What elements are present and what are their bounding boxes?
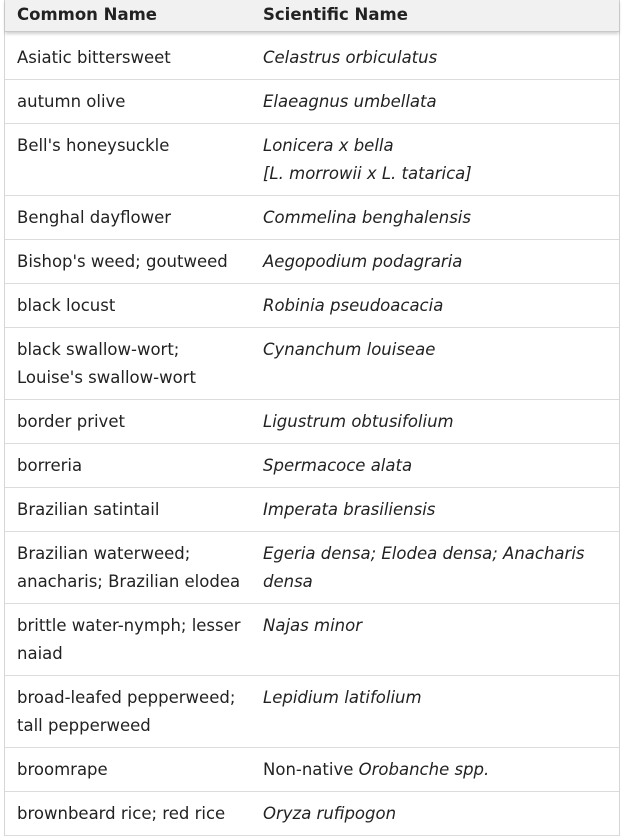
common-name: brownbeard rice; red rice [17,804,226,823]
common-name: Benghal dayflower [17,208,172,227]
table-header [5,0,619,32]
common-name: broomrape [17,760,108,779]
table-row [5,80,619,124]
table-row [5,748,619,792]
scientific-name: Lepidium latifolium [263,688,422,707]
scientific-name-cell [251,748,619,791]
common-name-cell [5,196,251,239]
common-name: black swallow-wort; [17,340,180,359]
common-name: Bell's honeysuckle [17,136,170,155]
common-name: borreria [17,456,83,475]
scientific-name: Oryza rufipogon [263,804,397,823]
table-row [5,284,619,328]
scientific-name: Aegopodium podagraria [263,252,463,271]
table-row [5,604,619,676]
scientific-name: Spermacoce alata [263,456,413,475]
common-name-cell [5,400,251,443]
scientific-name-cell [251,444,619,487]
scientific-name: Commelina benghalensis [263,208,471,227]
table-row [5,240,619,284]
scientific-name: Orobanche spp. [358,760,490,779]
common-name-alt: tall pepperweed [17,716,151,735]
common-name: broad-leafed pepperweed; [17,688,236,707]
table-row [5,532,619,604]
common-name-cell [5,676,251,747]
scientific-name: Ligustrum obtusifolium [263,412,454,431]
scientific-name-cell [251,284,619,327]
common-name-cont: naiad [17,644,63,663]
table-row [5,36,619,80]
common-name: Brazilian satintail [17,500,160,519]
header-scientific-name: Scientific Name [263,5,408,24]
scientific-name-cont: densa [263,572,313,591]
scientific-name-parentage: [L. morrowii x L. tatarica] [263,164,472,183]
scientific-name: Lonicera x bella [263,136,394,155]
common-name-alt: Louise's swallow-wort [17,368,196,387]
scientific-name-cell [251,400,619,443]
common-name-cell [5,284,251,327]
common-name: autumn olive [17,92,126,111]
table-row [5,444,619,488]
common-name: Bishop's weed; goutweed [17,252,228,271]
scientific-name: Celastrus orbiculatus [263,48,438,67]
common-name-cell [5,532,251,603]
common-name-cell [5,488,251,531]
header-common-name: Common Name [17,5,157,24]
table-row [5,124,619,196]
scientific-name-cell [251,532,619,603]
scientific-name: Egeria densa; Elodea densa; Anacharis [263,544,585,563]
table-row [5,400,619,444]
scientific-name: Elaeagnus umbellata [263,92,437,111]
scientific-name-cell [251,80,619,123]
common-name-cell [5,604,251,675]
scientific-name: Robinia pseudoacacia [263,296,444,315]
common-name: black locust [17,296,116,315]
common-name-cell [5,444,251,487]
common-name: Asiatic bittersweet [17,48,171,67]
table-row [5,196,619,240]
common-name-cell [5,748,251,791]
scientific-name-cell [251,792,619,835]
common-name-cell [5,328,251,399]
common-name-cell [5,792,251,835]
table-row [5,676,619,748]
table-row [5,792,619,836]
common-name: border privet [17,412,125,431]
common-name-cell [5,240,251,283]
common-name-cell [5,124,251,195]
scientific-name-cell [251,488,619,531]
scientific-name: Najas minor [263,616,362,635]
common-name-cell [5,36,251,79]
common-name: brittle water-nymph; lesser [17,616,241,635]
scientific-name-cell [251,328,619,399]
common-name-alt: anacharis; Brazilian elodea [17,572,241,591]
scientific-name-cell [251,240,619,283]
table-body [5,36,619,836]
scientific-name-cell [251,676,619,747]
scientific-name-cell [251,196,619,239]
table-row [5,488,619,532]
invasive-species-table [4,0,620,836]
common-name-cell [5,80,251,123]
common-name: Brazilian waterweed; [17,544,191,563]
scientific-name-cell [251,124,619,195]
scientific-name: Cynanchum louiseae [263,340,436,359]
scientific-name-cell [251,36,619,79]
table-row [5,328,619,400]
scientific-name: Imperata brasiliensis [263,500,436,519]
scientific-name-cell [251,604,619,675]
scientific-name-prefix: Non-native [263,760,359,779]
